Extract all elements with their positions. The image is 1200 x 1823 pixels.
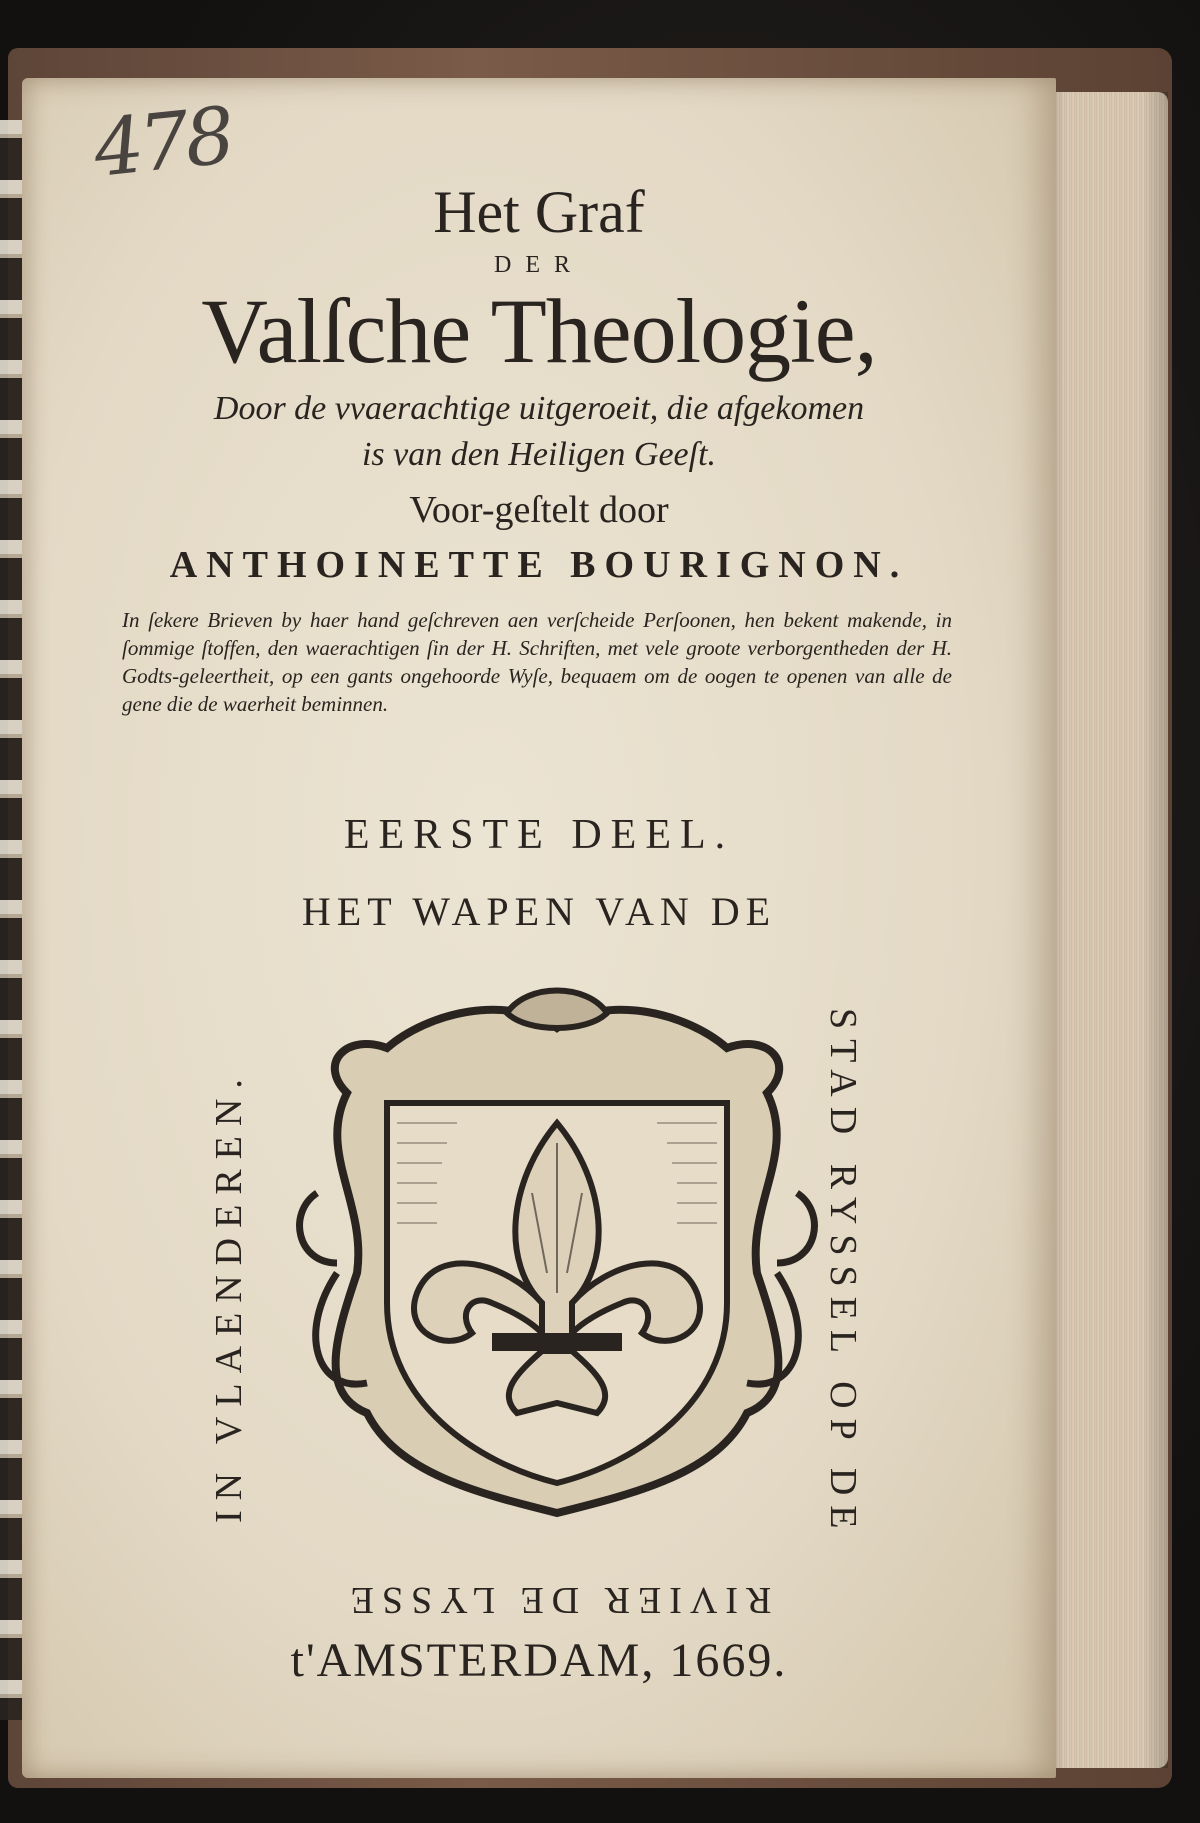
binding-threads: [0, 120, 22, 1720]
emblem-top-text: HET WAPEN VAN DE: [301, 889, 777, 934]
author-name: ANTHOINETTE BOURIGNON.: [169, 544, 909, 586]
imprint: t'AMSTERDAM, 1669.: [290, 1634, 788, 1687]
part-label: EERSTE DEEL.: [343, 812, 735, 858]
title-page: [22, 78, 1056, 1778]
title-line-3: Valſche Theologie,: [201, 280, 877, 382]
emblem-bottom-text: RIVIER DE LYSSE: [342, 1579, 772, 1621]
title-line-1: Het Graf: [433, 179, 645, 245]
description-text: In ſekere Brieven by haer hand geſchreven aen verſcheide Perſoonen, hen bekent makende, in ſommige ſtoffen, den waerachtigen ſin der H. Schriften, met vele groote verborgentheden der H. Godts-geleertheit, op een gants ongehoorde Wyſe, bequaem om de oogen te openen van alle de gene die de waerheit beminnen.: [122, 608, 952, 716]
page-edges: [1040, 92, 1168, 1768]
handwritten-number: 478: [89, 91, 236, 195]
subtitle-line-2: is van den Heiligen Geeſt.: [361, 436, 717, 473]
emblem-left-text: IN VLAENDEREN.: [208, 1069, 250, 1523]
emblem-right-text: STAD RYSSEL OP DE: [822, 1008, 864, 1539]
presented-by: Voor-geſtelt door: [409, 489, 669, 531]
title-line-2: DER: [494, 252, 584, 278]
subtitle-line-1: Door de vvaerachtige uitgeroeit, die afgekomen: [213, 390, 865, 427]
fleur-de-lis-shield-icon: [277, 973, 837, 1533]
